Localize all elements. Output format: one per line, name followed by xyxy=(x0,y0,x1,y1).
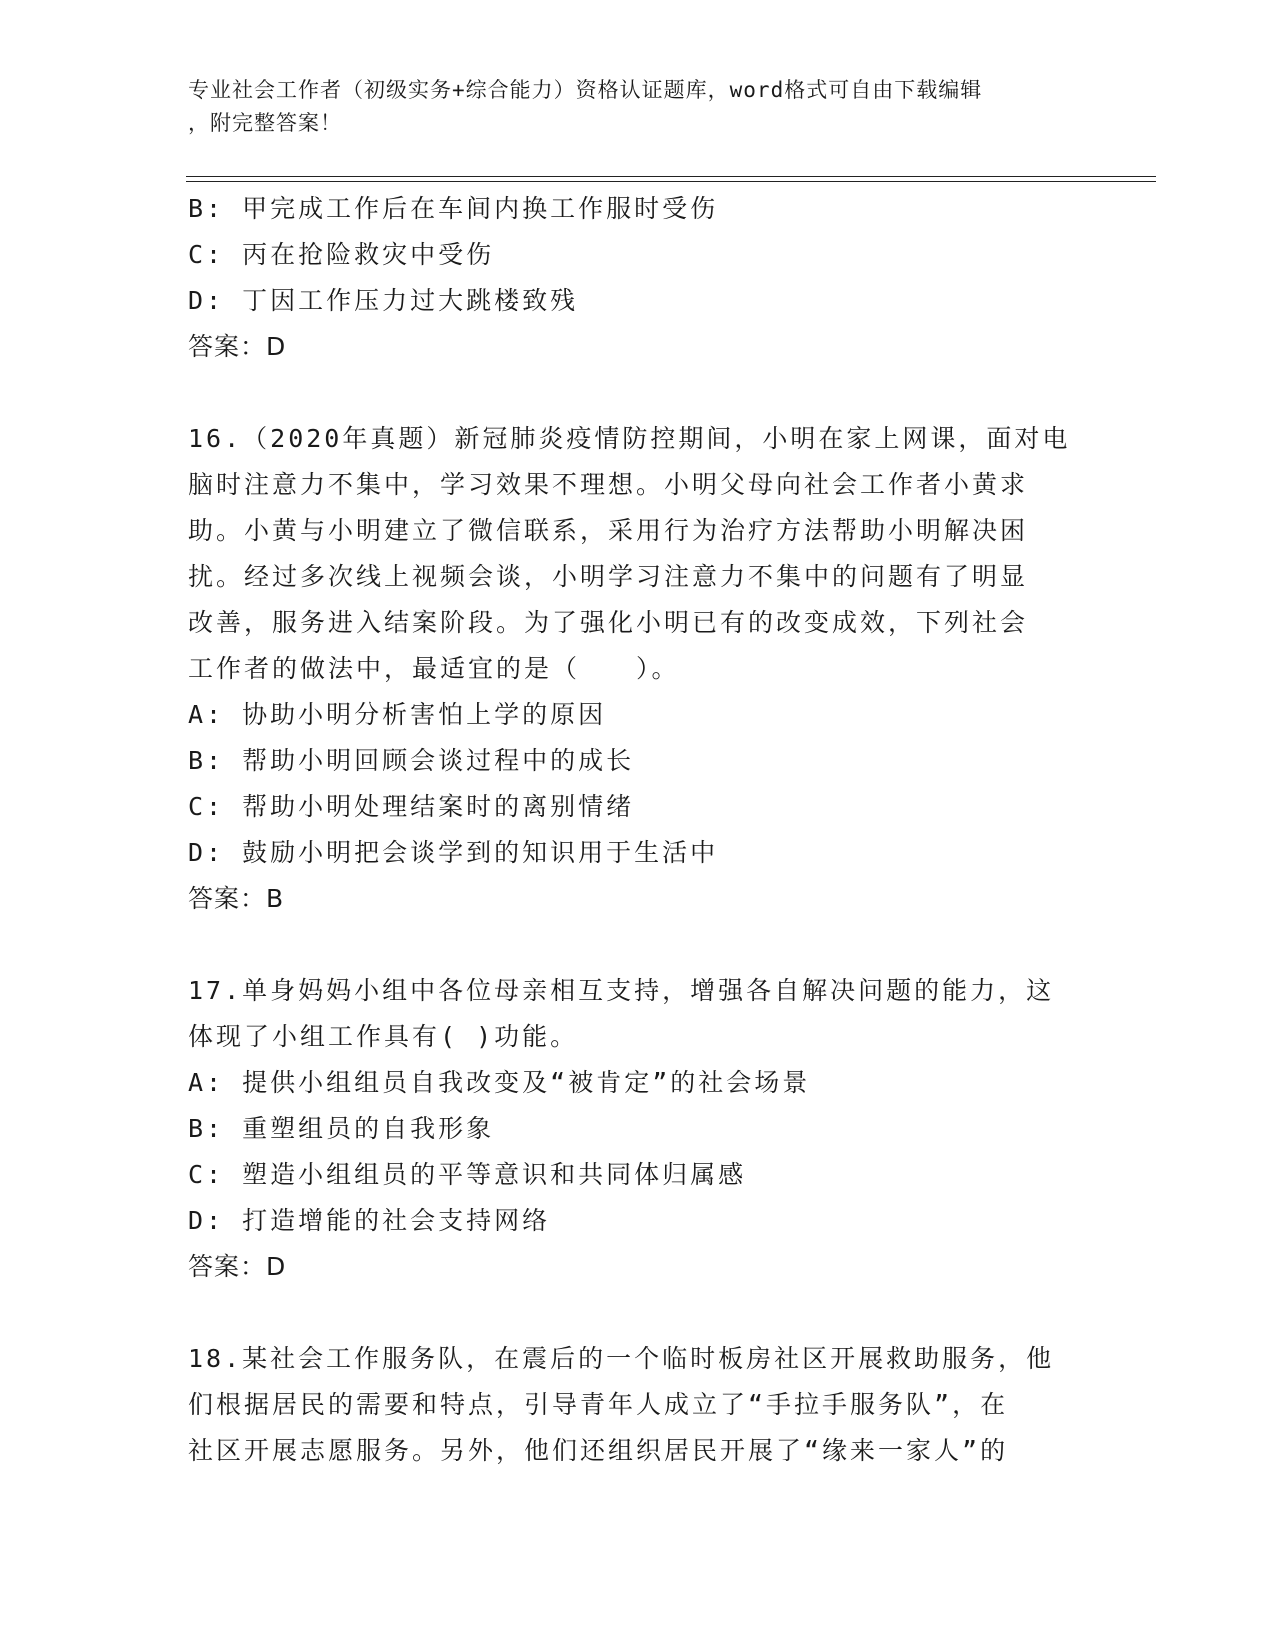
spacer xyxy=(188,370,1088,416)
question-stem-line: 16.（2020年真题）新冠肺炎疫情防控期间，小明在家上网课，面对电 xyxy=(188,424,1071,453)
question-17 xyxy=(188,968,1088,1290)
question-stem-line: 体现了小组工作具有( )功能。 xyxy=(188,1022,579,1051)
option-a: A: 协助小明分析害怕上学的原因 xyxy=(188,700,607,729)
question-stem-line: 18.某社会工作服务队，在震后的一个临时板房社区开展救助服务，他 xyxy=(188,1344,1055,1373)
answer: 答案：B xyxy=(188,884,285,913)
header-line: ，附完整答案！ xyxy=(188,111,342,135)
option-b: B: 甲完成工作后在车间内换工作服时受伤 xyxy=(188,194,719,223)
option-d: D: 丁因工作压力过大跳楼致残 xyxy=(188,286,579,315)
document-body xyxy=(188,186,1088,1474)
option-c: C: 帮助小明处理结案时的离别情绪 xyxy=(188,792,635,821)
question-stem-line: 17.单身妈妈小组中各位母亲相互支持，增强各自解决问题的能力，这 xyxy=(188,976,1055,1005)
question-stem-line: 社区开展志愿服务。另外，他们还组织居民开展了“缘来一家人”的 xyxy=(188,1436,1009,1465)
answer: 答案：D xyxy=(188,1252,287,1281)
answer: 答案：D xyxy=(188,332,287,361)
question-18 xyxy=(188,1336,1088,1474)
header-line: 专业社会工作者（初级实务+综合能力）资格认证题库，word格式可自由下载编辑 xyxy=(188,78,983,102)
header-divider xyxy=(186,176,1156,182)
spacer xyxy=(188,922,1088,968)
question-15-continuation xyxy=(188,186,1088,370)
option-c: C: 塑造小组组员的平等意识和共同体归属感 xyxy=(188,1160,747,1189)
spacer xyxy=(188,1290,1088,1336)
question-stem-line: 们根据居民的需要和特点，引导青年人成立了“手拉手服务队”，在 xyxy=(188,1390,1009,1419)
question-stem-line: 扰。经过多次线上视频会谈，小明学习注意力不集中的问题有了明显 xyxy=(188,562,1029,591)
option-d: D: 鼓励小明把会谈学到的知识用于生活中 xyxy=(188,838,719,867)
question-stem-line: 改善，服务进入结案阶段。为了强化小明已有的改变成效，下列社会 xyxy=(188,608,1029,637)
option-d: D: 打造增能的社会支持网络 xyxy=(188,1206,551,1235)
option-b: B: 帮助小明回顾会谈过程中的成长 xyxy=(188,746,635,775)
option-c: C: 丙在抢险救灾中受伤 xyxy=(188,240,495,269)
question-stem-line: 工作者的做法中，最适宜的是（ ）。 xyxy=(188,654,680,683)
option-a: A: 提供小组组员自我改变及“被肯定”的社会场景 xyxy=(188,1068,811,1097)
question-stem-line: 助。小黄与小明建立了微信联系，采用行为治疗方法帮助小明解决困 xyxy=(188,516,1029,545)
question-stem-line: 脑时注意力不集中，学习效果不理想。小明父母向社会工作者小黄求 xyxy=(188,470,1029,499)
page-header xyxy=(188,74,1088,140)
question-16 xyxy=(188,416,1088,922)
option-b: B: 重塑组员的自我形象 xyxy=(188,1114,495,1143)
